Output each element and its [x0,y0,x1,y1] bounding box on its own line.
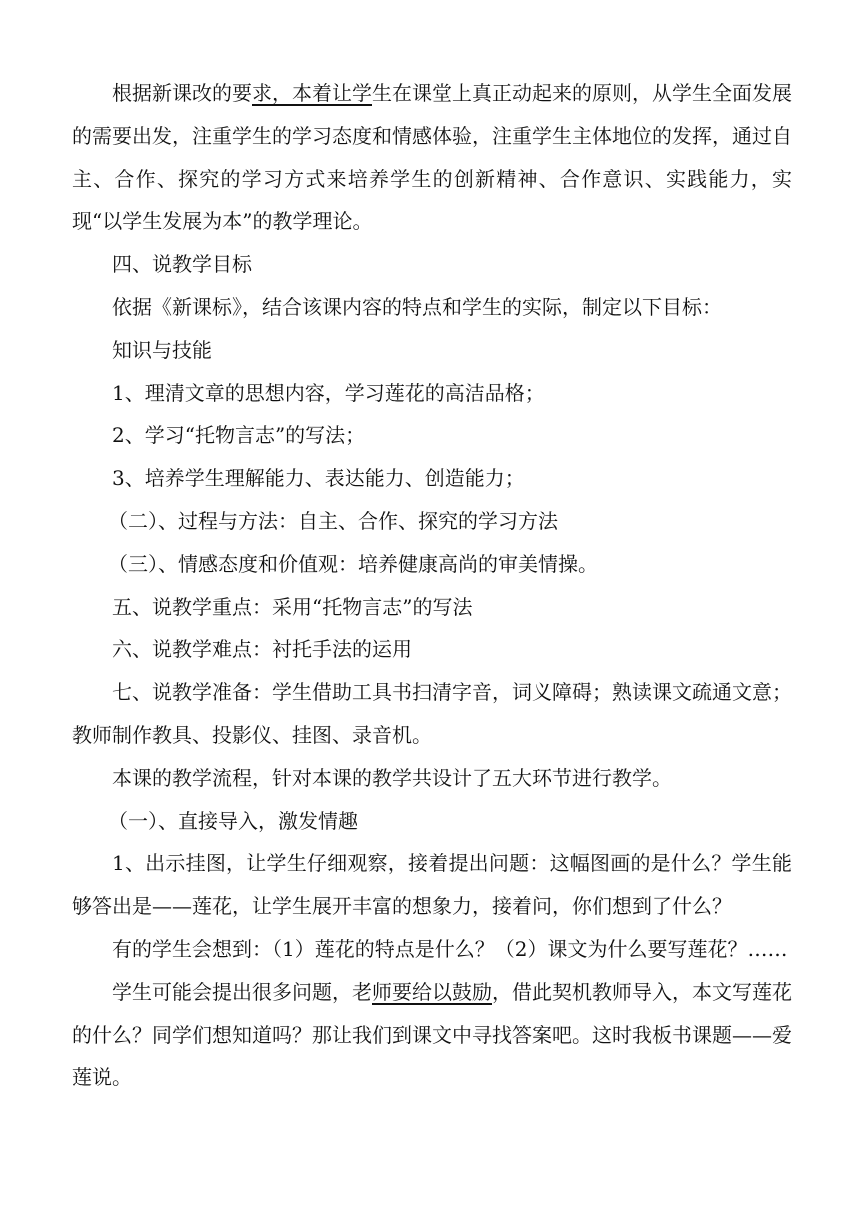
text-segment: 生在课堂上真正动起来的原则，从学生全面发展的需要出发，注重学生的学习态度和情感体验，注重学生主体地位的发挥，通过自主、合作、探究的学习方式来培养学生的创新精神、合作意识、实践能力，实现“以学生发展为本”的教学理论。 [72,81,792,234]
text-segment: 根据新课改的要 [112,81,252,105]
list-item: 3、培养学生理解能力、表达能力、创造能力； [112,466,525,491]
section-heading-teaching-preparation: 七、说教学准备：学生借助工具书扫清字音，词义障碍；熟读课文疏通文意；教师制作教具、投影仪、挂图、录音机。 [72,680,792,747]
paragraph-step-1-1: 1、出示挂图，让学生仔细观察，接着提出问题：这幅图画的是什么？学生能够答出是——莲花，让学生展开丰富的想象力，接着问，你们想到了什么？ [72,851,792,919]
paragraph-intro [72,72,792,243]
list-item: 1、理清文章的思想内容，学习莲花的高洁品格； [112,380,545,405]
underlined-text: 求，本着让学 [252,81,372,105]
paragraph-student-questions [72,971,792,1099]
subheading-emotion-values: （三）、情感态度和价值观：培养健康高尚的审美情操。 [108,551,598,576]
subheading-step-1: （一）、直接导入，激发情趣 [108,808,358,833]
underlined-text: 师要给以鼓励 [372,979,492,1004]
paragraph-flow-intro: 本课的教学流程，针对本课的教学共设计了五大环节进行教学。 [112,765,672,790]
text-segment: ，借此契机教师导入，本文写莲花的什么？同学们想知道吗？那让我们到课文中寻找答案吧。这时我板书课题——爱莲说。 [72,979,792,1090]
subheading-knowledge-skills: 知识与技能 [112,337,212,362]
subheading-process-methods: （二）、过程与方法：自主、合作、探究的学习方法 [108,508,558,533]
section-heading-teaching-difficulty: 六、说教学难点：衬托手法的运用 [112,637,412,662]
paragraph-objectives-intro: 依据《新课标》，结合该课内容的特点和学生的实际，制定以下目标： [112,294,722,319]
paragraph-student-thoughts: 有的学生会想到：（1）莲花的特点是什么？（2）课文为什么要写莲花？…… [112,936,788,961]
document-page [72,72,792,1099]
list-item: 2、学习“托物言志”的写法； [112,423,366,448]
section-heading-teaching-focus: 五、说教学重点：采用“托物言志”的写法 [112,594,473,619]
section-heading-teaching-objectives: 四、说教学目标 [112,252,252,277]
text-segment: 学生可能会提出很多问题，老 [112,979,372,1004]
